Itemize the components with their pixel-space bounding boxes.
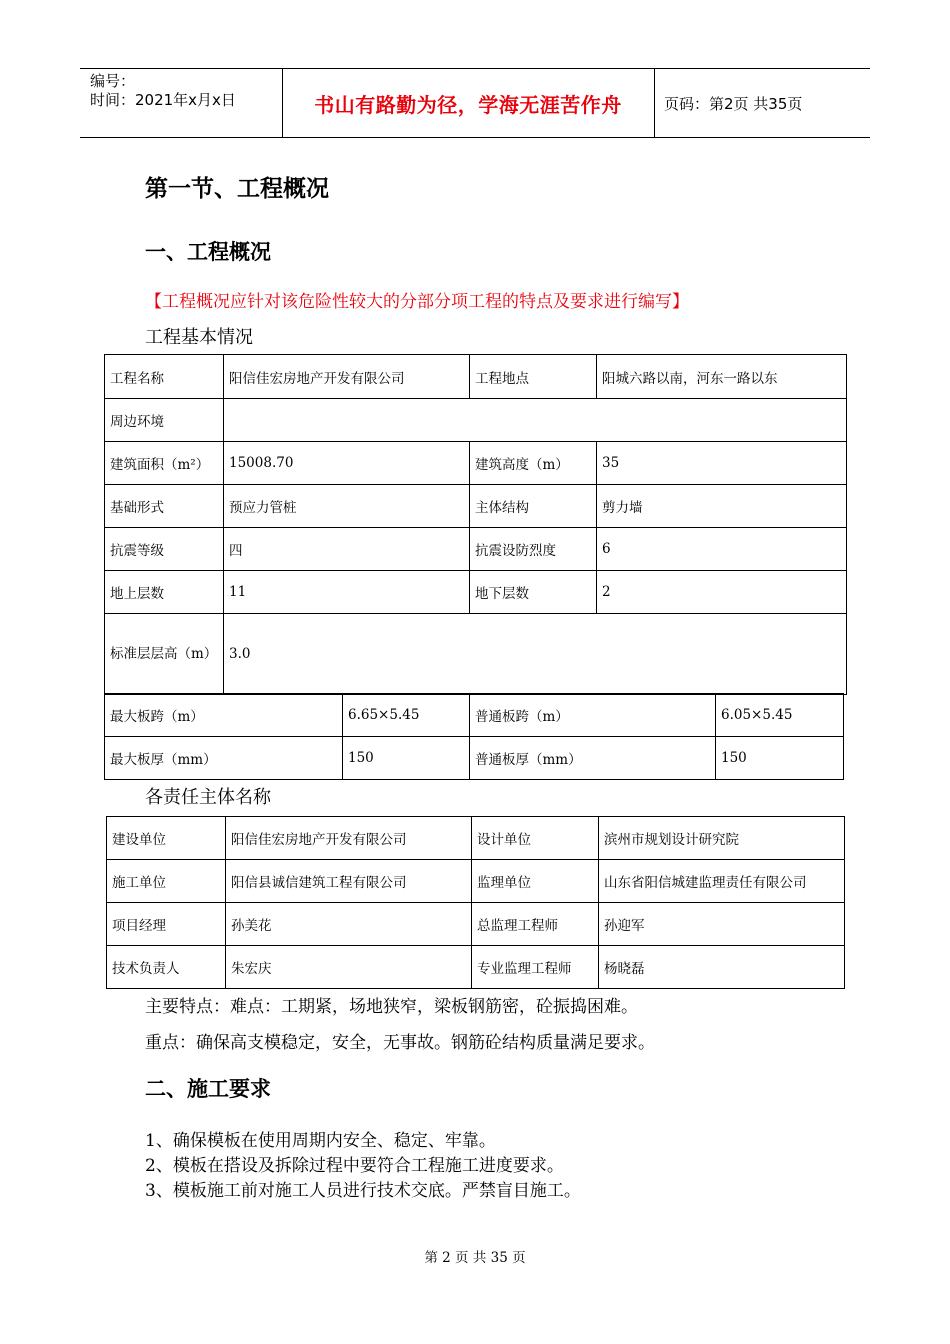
party-label: 技术负责人 [107,946,226,989]
project-name-label: 工程名称 [105,355,224,399]
red-note: 【工程概况应针对该危险性较大的分部分项工程的特点及要求进行编写】 [145,292,689,312]
key-points-paragraph: 重点：确保高支模稳定，安全，无事故。钢筋砼结构质量满足要求。 [145,1033,655,1053]
party-value: 山东省阳信城建监理责任有限公司 [599,860,845,903]
party-label: 设计单位 [472,817,599,860]
surroundings-label: 周边环境 [105,399,224,442]
page-footer: 第 2 页 共 35 页 [424,1250,526,1266]
party-label: 监理单位 [472,860,599,903]
table-row [105,528,847,571]
table3-caption: 各责任主体名称 [145,787,271,808]
seismic-intensity-label: 抗震设防烈度 [470,528,597,571]
table1-caption: 工程基本情况 [145,327,253,348]
floors-below-label: 地下层数 [470,571,597,614]
list-item: 1、确保模板在使用周期内安全、稳定、牢靠。 [145,1131,496,1151]
project-basics-table [104,354,847,695]
header-motto: 书山有路勤为径，学海无涯苦作舟 [314,93,622,117]
table-row [107,817,845,860]
party-value: 杨晓磊 [599,946,845,989]
table-row [105,355,847,399]
features-paragraph: 主要特点：难点：工期紧，场地狭窄，梁板钢筋密，砼振捣困难。 [145,997,638,1017]
table-row [107,903,845,946]
table-row [105,694,844,737]
max-thick-value: 150 [343,737,470,780]
seismic-grade-value: 四 [224,528,470,571]
floors-above-value: 11 [224,571,470,614]
max-span-value: 6.65×5.45 [343,694,470,737]
section-title: 第一节、工程概况 [145,176,329,202]
party-label: 总监理工程师 [472,903,599,946]
normal-thick-label: 普通板厚（mm） [470,737,716,780]
header-number: 编号： [90,72,136,90]
normal-span-label: 普通板跨（m） [470,694,716,737]
surroundings-value [224,399,847,442]
party-value: 朱宏庆 [226,946,472,989]
table-row [105,614,847,695]
normal-thick-value: 150 [716,737,844,780]
list-item: 3、模板施工前对施工人员进行技术交底。严禁盲目施工。 [145,1181,581,1201]
seismic-intensity-value: 6 [597,528,847,571]
floors-below-value: 2 [597,571,847,614]
project-name-value: 阳信佳宏房地产开发有限公司 [224,355,470,399]
list-item: 2、模板在搭设及拆除过程中要符合工程施工进度要求。 [145,1156,564,1176]
location-value: 阳城六路以南，河东一路以东 [597,355,847,399]
party-label: 项目经理 [107,903,226,946]
responsible-parties-table [106,816,845,989]
std-height-label: 标准层层高（m） [105,614,224,695]
foundation-value: 预应力管桩 [224,485,470,528]
max-thick-label: 最大板厚（mm） [105,737,343,780]
table-row [105,571,847,614]
party-label: 专业监理工程师 [472,946,599,989]
part2-title: 二、施工要求 [145,1077,271,1101]
slab-table [104,693,844,780]
foundation-label: 基础形式 [105,485,224,528]
party-value: 阳信县诚信建筑工程有限公司 [226,860,472,903]
table-row [105,399,847,442]
table-row [105,737,844,780]
table-row [107,946,845,989]
structure-value: 剪力墙 [597,485,847,528]
header-page-number: 页码：第2页 共35页 [664,95,803,113]
std-height-value: 3.0 [224,614,847,695]
max-span-label: 最大板跨（m） [105,694,343,737]
table-row [105,485,847,528]
party-value: 阳信佳宏房地产开发有限公司 [226,817,472,860]
seismic-grade-label: 抗震等级 [105,528,224,571]
structure-label: 主体结构 [470,485,597,528]
page-header [80,68,870,138]
party-value: 孙迎军 [599,903,845,946]
header-time: 时间：2021年x月x日 [90,91,236,109]
part1-title: 一、工程概况 [145,240,271,264]
height-label: 建筑高度（m） [470,442,597,485]
header-divider [654,69,655,137]
table-row [107,860,845,903]
party-value: 滨州市规划设计研究院 [599,817,845,860]
party-label: 施工单位 [107,860,226,903]
height-value: 35 [597,442,847,485]
header-meta [90,72,236,110]
floors-above-label: 地上层数 [105,571,224,614]
normal-span-value: 6.05×5.45 [716,694,844,737]
table-row [105,442,847,485]
area-label: 建筑面积（m²） [105,442,224,485]
location-label: 工程地点 [470,355,597,399]
party-label: 建设单位 [107,817,226,860]
party-value: 孙美花 [226,903,472,946]
area-value: 15008.70 [224,442,470,485]
